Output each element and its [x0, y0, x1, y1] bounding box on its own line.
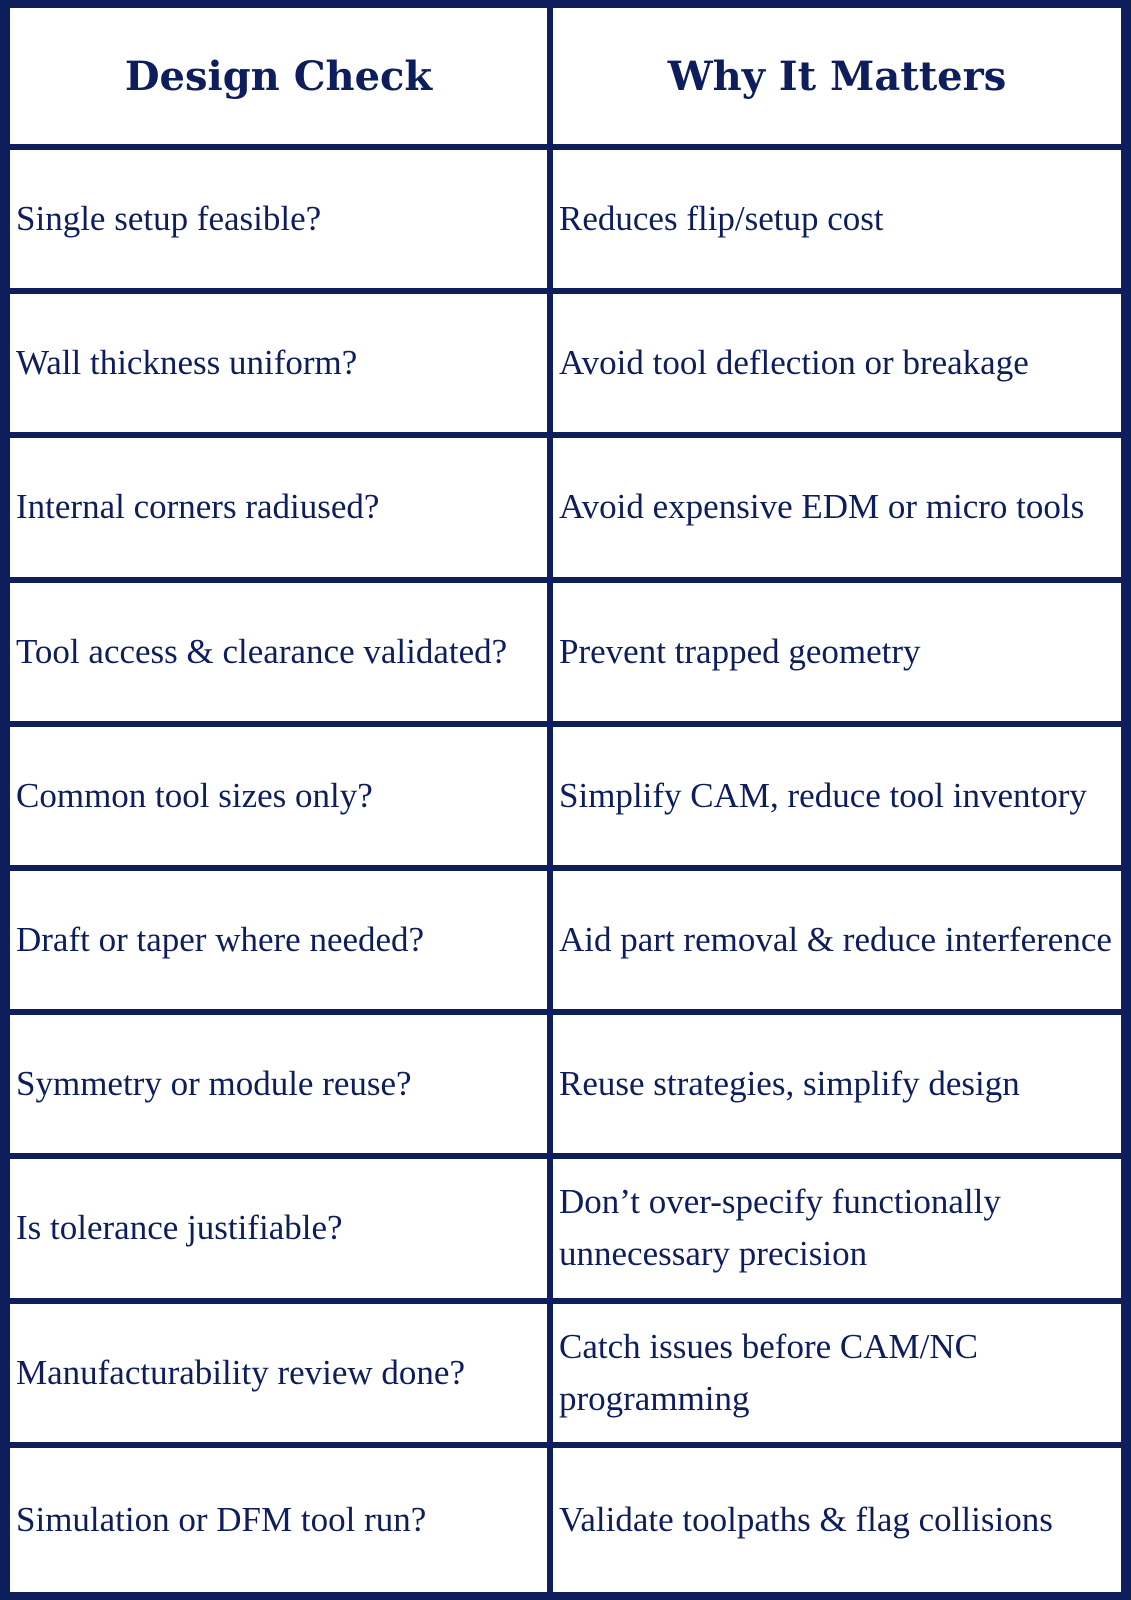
design-check-cell: Single setup feasible?	[10, 150, 553, 294]
design-check-cell: Wall thickness uniform?	[10, 294, 553, 438]
table-row	[10, 294, 1121, 438]
why-it-matters-cell: Don’t over-specify functionally unnecessary precision	[553, 1159, 1121, 1303]
design-check-cell: Internal corners radiused?	[10, 438, 553, 582]
design-check-cell: Draft or taper where needed?	[10, 871, 553, 1015]
why-it-matters-cell: Validate toolpaths & flag collisions	[559, 1499, 1053, 1539]
why-it-matters-cell: Catch issues before CAM/NC programming	[553, 1304, 1121, 1448]
design-check-cell: Common tool sizes only?	[10, 727, 553, 871]
design-check-cell: Simulation or DFM tool run?	[10, 1448, 553, 1592]
table-row	[10, 1304, 1121, 1448]
why-it-matters-cell: Simplify CAM, reduce tool inventory	[553, 727, 1121, 871]
column-header-design-check: Design Check	[10, 8, 553, 150]
why-it-matters-cell: Prevent trapped geometry	[553, 583, 1121, 727]
why-it-matters-cell: Avoid expensive EDM or micro tools	[553, 438, 1121, 582]
table-row	[10, 583, 1121, 727]
table-row	[10, 727, 1121, 871]
design-check-cell: Manufacturability review done?	[10, 1304, 553, 1448]
why-it-matters-cell: Reduces flip/setup cost	[553, 150, 1121, 294]
why-it-matters-cell: Aid part removal & reduce interference	[553, 871, 1121, 1015]
table-row	[10, 1159, 1121, 1303]
design-check-table	[10, 8, 1121, 1592]
table-row	[10, 150, 1121, 294]
table-row	[10, 1448, 1121, 1592]
table-row	[10, 438, 1121, 582]
table-row	[10, 1015, 1121, 1159]
design-check-cell: Is tolerance justifiable?	[10, 1159, 553, 1303]
why-it-matters-cell: Reuse strategies, simplify design	[553, 1015, 1121, 1159]
column-header-why-it-matters: Why It Matters	[553, 8, 1121, 150]
table-row	[10, 871, 1121, 1015]
design-check-cell: Symmetry or module reuse?	[10, 1015, 553, 1159]
table-header-row	[10, 8, 1121, 150]
why-it-matters-cell: Avoid tool deflection or breakage	[553, 294, 1121, 438]
design-check-cell: Tool access & clearance validated?	[10, 583, 553, 727]
